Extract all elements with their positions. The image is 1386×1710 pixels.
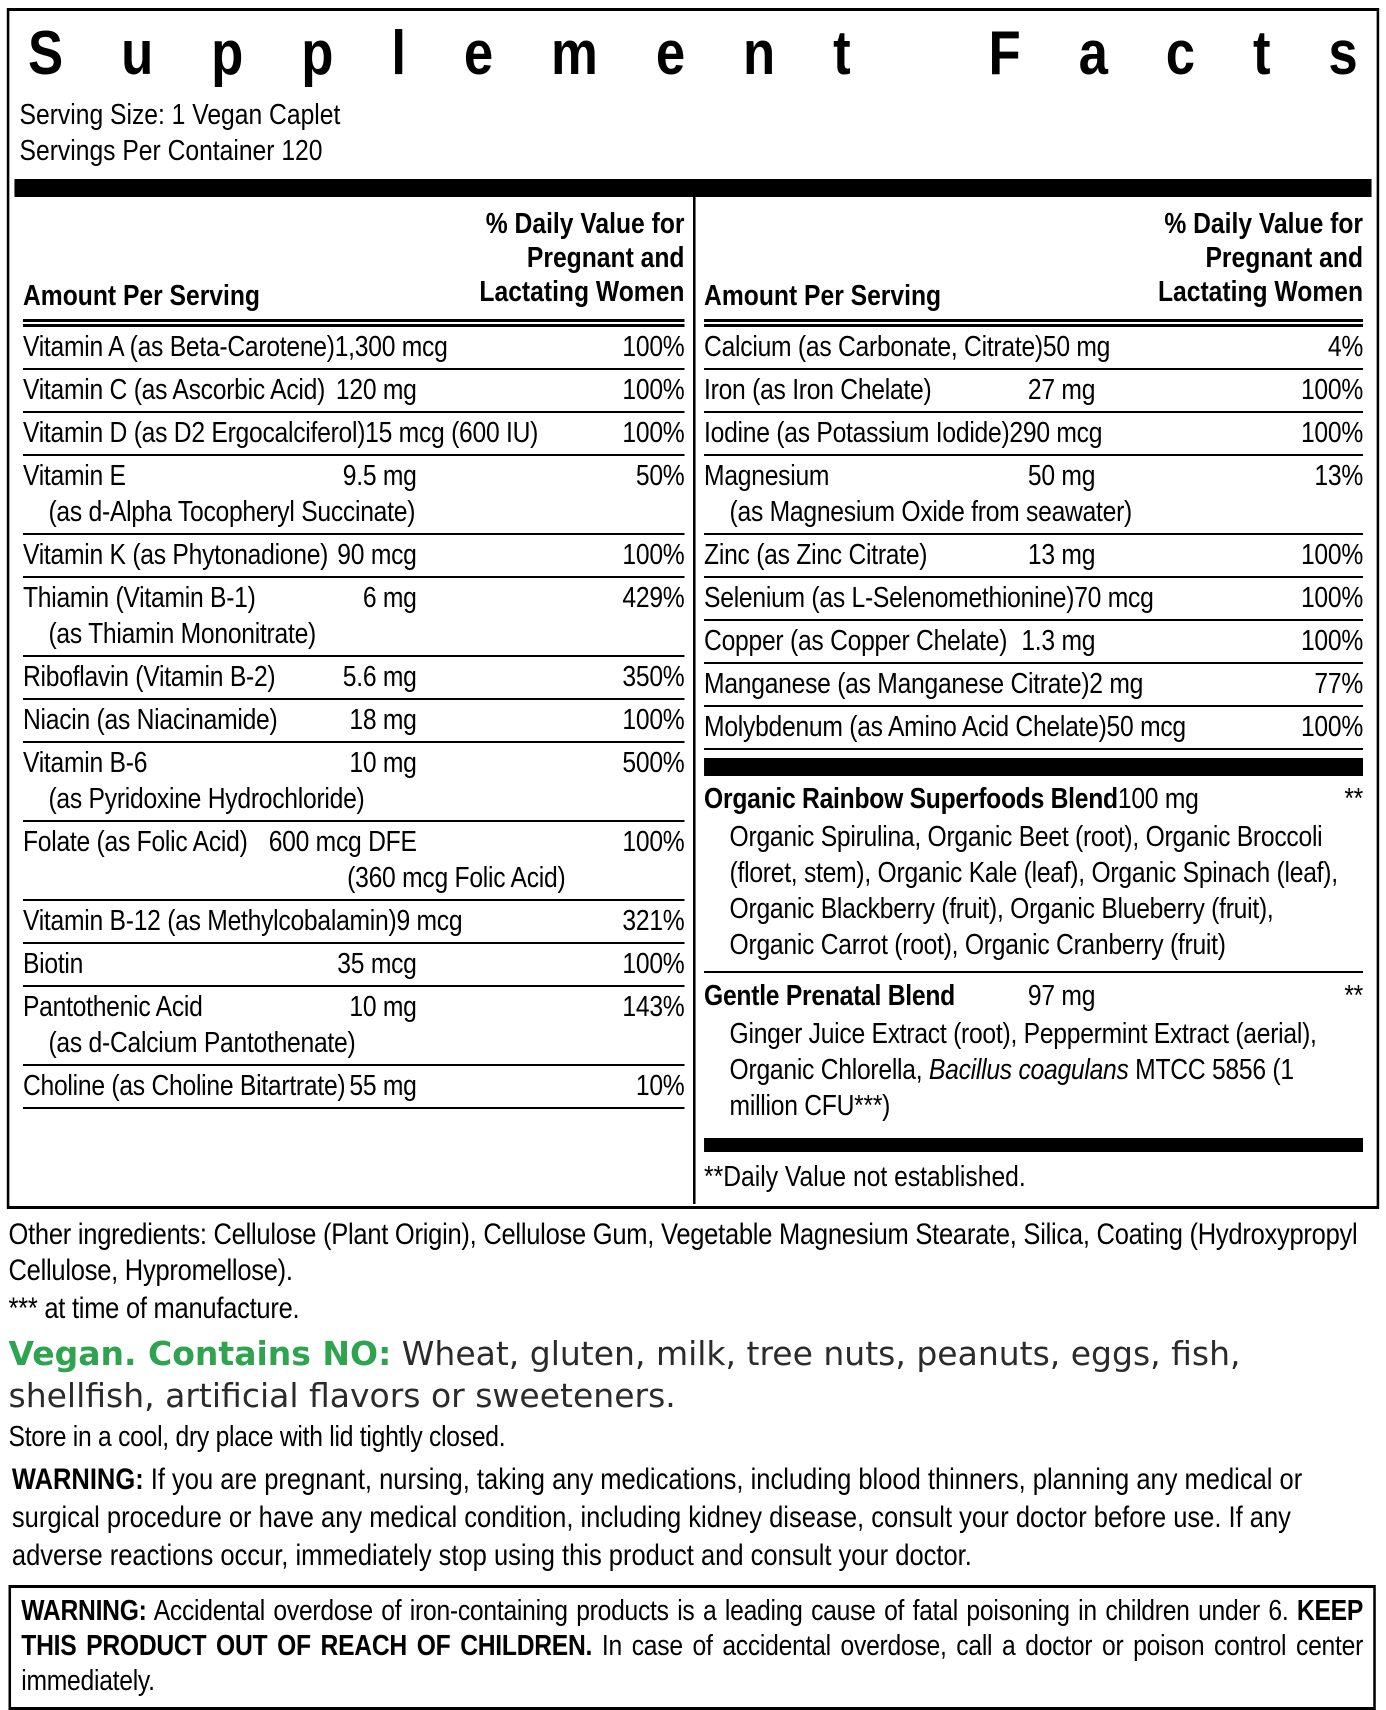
nutrient-amount: 5.6 mg (342, 661, 417, 693)
nutrient-amount: 35 mcg (337, 948, 417, 980)
nutrient-name-sub: (as Pyridoxine Hydrochloride) (48, 783, 365, 815)
nutrient-row (23, 901, 685, 944)
title-letter: t (833, 19, 851, 88)
nutrient-amount: 1.3 mg (1021, 625, 1096, 657)
nutrient-daily-value: 143% (622, 991, 685, 1023)
nutrient-daily-value: 4% (1327, 331, 1364, 363)
nutrient-name: Niacin (as Niacinamide) (22, 704, 278, 736)
nutrient-daily-value: 100% (622, 826, 685, 858)
dv-heading-line1: % Daily Value for (485, 208, 685, 240)
title-letter: S (28, 19, 64, 88)
nutrient-row-line (23, 703, 685, 737)
nutrient-amount: 55 mg (349, 1070, 417, 1102)
servings-per-container: Servings Per Container 120 (19, 135, 323, 167)
nutrient-row-line (23, 581, 685, 615)
nutrient-amount: 50 mcg (1106, 711, 1186, 743)
title-letter: e (655, 19, 686, 88)
nutrient-row (704, 578, 1363, 621)
nutrient-daily-value: 77% (1314, 668, 1364, 700)
amount-per-serving-heading: Amount Per Serving (22, 280, 261, 312)
footnote-bar (704, 1138, 1363, 1152)
serving-info (20, 97, 1377, 169)
nutrient-daily-value: 100% (622, 704, 685, 736)
nutrient-row-line (23, 947, 685, 981)
nutrient-row-line (23, 330, 685, 364)
blend-sections (704, 776, 1363, 1132)
title-letter: p (211, 19, 244, 88)
nutrient-row (23, 822, 685, 901)
nutrient-daily-value: 100% (1300, 417, 1364, 449)
dv-heading-line1: % Daily Value for (1164, 208, 1364, 240)
nutrient-name: Vitamin E (22, 460, 126, 492)
nutrient-row-line (23, 416, 685, 450)
blend-ingredients-text: Organic Spirulina, Organic Beet (root), Organic Broccoli (floret, stem), Organic Kale (leaf), Organic Spinach (leaf), Organic Blackberry (fruit), Organic Blueberry (fruit), Organic Carrot (root), Organic Cranberry (fruit) (729, 821, 1338, 961)
nutrient-daily-value: 100% (1300, 625, 1364, 657)
nutrient-amount: 13 mg (1027, 539, 1096, 571)
nutrient-name: Zinc (as Zinc Citrate) (704, 539, 928, 571)
right-column-header (704, 197, 1363, 327)
left-nutrient-rows (23, 327, 685, 1109)
nutrient-name-sub: (as d-Alpha Tocopheryl Succinate) (48, 496, 416, 528)
iron-overdose-warning-box (9, 1585, 1376, 1710)
warning-text: In case of accidental overdose, call a doctor or poison control center immediately. (21, 1630, 1364, 1697)
nutrient-row-line (704, 416, 1363, 450)
nutrient-amount: 15 mcg (600 IU) (365, 417, 539, 449)
title-letter: c (1165, 19, 1196, 88)
nutrient-row (704, 664, 1363, 707)
nutrient-row-line (704, 373, 1363, 407)
daily-value-footnote: **Daily Value not established. (704, 1161, 1026, 1193)
blend-row-line (704, 782, 1363, 816)
title-letter: s (1328, 19, 1358, 88)
nutrient-name: Iodine (as Potassium Iodide) (704, 417, 1010, 449)
nutrient-row (704, 535, 1363, 578)
nutrient-daily-value: 100% (1300, 711, 1364, 743)
title-letter: n (743, 19, 776, 88)
blend-daily-value: ** (1344, 783, 1364, 815)
manufacture-note: *** at time of manufacture. (8, 1292, 300, 1325)
nutrient-name-sub: (as Thiamin Mononitrate) (48, 618, 316, 650)
nutrient-name: Iron (as Iron Chelate) (704, 374, 932, 406)
nutrient-row-line (23, 746, 685, 780)
nutrient-row-line (23, 990, 685, 1024)
nutrient-daily-value: 100% (1300, 539, 1364, 571)
nutrient-row-line (704, 459, 1363, 493)
nutrient-name: Magnesium (704, 460, 830, 492)
nutrient-daily-value: 100% (1300, 582, 1364, 614)
nutrient-row (704, 370, 1363, 413)
title-letter: t (1252, 19, 1271, 88)
nutrient-row-line (23, 660, 685, 694)
supplement-label (0, 8, 1386, 1710)
nutrient-row-line (704, 624, 1363, 658)
nutrient-name: Folate (as Folic Acid) (22, 826, 248, 858)
nutrient-amount: 1,300 mcg (334, 331, 448, 363)
nutrient-name: Calcium (as Carbonate, Citrate) (704, 331, 1043, 363)
nutrient-name: Copper (as Copper Chelate) (704, 625, 1008, 657)
nutrient-row-line (704, 330, 1363, 364)
nutrient-row (704, 456, 1363, 535)
nutrient-name: Vitamin C (as Ascorbic Acid) (22, 374, 326, 406)
nutrient-row (23, 1066, 685, 1109)
nutrient-amount: 10 mg (349, 747, 417, 779)
nutrient-row (23, 987, 685, 1066)
nutrient-name: Vitamin D (as D2 Ergocalciferol) (22, 417, 366, 449)
nutrient-row (23, 456, 685, 535)
vegan-text: Wheat, gluten, milk, tree nuts, peanuts, eggs, fish, shellfish, artificial flavors or sweeteners. (8, 1334, 1241, 1415)
warning-label: WARNING: (11, 1463, 144, 1496)
nutrient-amount: 120 mg (335, 374, 417, 406)
warning-bold-text: KEEP THIS PRODUCT OUT OF REACH OF CHILDREN. (21, 1595, 1364, 1662)
nutrient-row (23, 370, 685, 413)
nutrient-columns (14, 197, 1371, 1204)
nutrient-row (23, 700, 685, 743)
dv-heading-line3: Lactating Women (479, 276, 685, 308)
nutrient-row (23, 657, 685, 700)
nutrient-row-line (23, 538, 685, 572)
nutrient-name: Choline (as Choline Bitartrate) (22, 1070, 346, 1102)
nutrient-row-line (704, 581, 1363, 615)
nutrient-row-line (23, 904, 685, 938)
nutrient-amount: 27 mg (1027, 374, 1096, 406)
title-letter: p (301, 19, 334, 88)
nutrient-row-line (23, 459, 685, 493)
nutrient-name: Riboflavin (Vitamin B-2) (22, 661, 276, 693)
blend-amount: 100 mg (1117, 783, 1199, 815)
nutrient-row-line (23, 825, 685, 859)
blend-ingredients-text: Ginger Juice Extract (root), Peppermint Extract (aerial), Organic Chlorella, (729, 1018, 1317, 1086)
storage-instructions: Store in a cool, dry place with lid tightly closed. (8, 1421, 506, 1453)
nutrient-daily-value: 100% (622, 417, 685, 449)
right-column (693, 197, 1372, 1204)
nutrient-row (23, 535, 685, 578)
nutrient-name: Vitamin K (as Phytonadione) (22, 539, 329, 571)
nutrient-daily-value: 10% (635, 1070, 685, 1102)
nutrient-row (23, 327, 685, 370)
nutrient-daily-value: 100% (622, 948, 685, 980)
dv-heading-line2: Pregnant and (526, 242, 685, 274)
left-column (14, 197, 693, 1204)
blend-ingredients-text: MTCC 5856 (1 million CFU***) (729, 1054, 1294, 1122)
nutrient-amount: 90 mcg (337, 539, 417, 571)
nutrient-name: Pantothenic Acid (22, 991, 203, 1023)
blend-section (704, 776, 1363, 973)
title-letter: l (391, 19, 406, 88)
warning-text: If you are pregnant, nursing, taking any medications, including blood thinners, planning any medical or surgical procedure or have any medical condition, including kidney disease, consult your doctor before use. If any adverse reactions occur, immediately stop using this product and consult your doctor. (11, 1463, 1303, 1572)
nutrient-amount: 600 mcg DFE (268, 826, 417, 858)
nutrient-row-line (23, 373, 685, 407)
blend-ingredients (704, 1016, 1363, 1124)
nutrient-row (23, 743, 685, 822)
dv-heading-line2: Pregnant and (1205, 242, 1364, 274)
page-title (9, 11, 1376, 87)
warning-label: WARNING: (21, 1595, 147, 1627)
nutrient-amount: 9 mcg (396, 905, 463, 937)
vegan-statement (9, 1333, 1369, 1417)
vegan-prefix: Vegan. Contains NO: (8, 1334, 392, 1373)
nutrient-row (23, 413, 685, 456)
title-letter: F (988, 19, 1021, 88)
nutrient-daily-value: 350% (622, 661, 685, 693)
dv-heading-line3: Lactating Women (1157, 276, 1364, 308)
nutrient-amount: 18 mg (349, 704, 417, 736)
nutrient-row (23, 944, 685, 987)
nutrient-amount: 10 mg (349, 991, 417, 1023)
amount-per-serving-heading: Amount Per Serving (704, 280, 942, 312)
nutrient-row-line (704, 538, 1363, 572)
left-column-header (23, 197, 685, 327)
nutrient-row (704, 707, 1363, 750)
nutrient-daily-value: 500% (622, 747, 685, 779)
nutrient-row (704, 327, 1363, 370)
header-divider-bar (14, 179, 1371, 197)
blend-ingredients-italic: Bacillus coagulans (928, 1054, 1129, 1086)
blend-section-bar (704, 758, 1363, 776)
nutrient-row (704, 621, 1363, 664)
nutrient-daily-value: 100% (622, 539, 685, 571)
nutrient-amount: 6 mg (362, 582, 417, 614)
nutrient-name: Vitamin B-6 (22, 747, 148, 779)
nutrient-name: Thiamin (Vitamin B-1) (22, 582, 256, 614)
facts-panel (7, 8, 1379, 1209)
nutrient-daily-value: 429% (622, 582, 685, 614)
nutrient-row-line (704, 667, 1363, 701)
nutrient-daily-value: 100% (1300, 374, 1364, 406)
label-footer (9, 1217, 1378, 1710)
nutrient-name: Selenium (as L-Selenomethionine) (704, 582, 1075, 614)
right-nutrient-rows (704, 327, 1363, 750)
title-letter: m (551, 19, 598, 88)
nutrient-amount: 50 mg (1042, 331, 1111, 363)
nutrient-daily-value: 50% (635, 460, 685, 492)
nutrient-amount: 290 mcg (1009, 417, 1103, 449)
nutrient-name: Manganese (as Manganese Citrate) (704, 668, 1090, 700)
blend-section (704, 973, 1363, 1132)
nutrient-row-line (23, 1069, 685, 1103)
title-letter: e (463, 19, 494, 88)
nutrient-name-sub: (as d-Calcium Pantothenate) (48, 1027, 356, 1059)
nutrient-amount: 9.5 mg (342, 460, 417, 492)
warning-text: Accidental overdose of iron-containing products is a leading cause of fatal poisoning in children under 6. (146, 1595, 1297, 1627)
other-ingredients: Other ingredients: Cellulose (Plant Origin), Cellulose Gum, Vegetable Magnesium Stearate, Silica, Coating (Hydroxypropyl Cellulose, Hypromellose). (8, 1218, 1358, 1287)
nutrient-row-line (704, 710, 1363, 744)
nutrient-name: Molybdenum (as Amino Acid Chelate) (704, 711, 1107, 743)
nutrient-amount: 70 mcg (1074, 582, 1154, 614)
nutrient-amount-sub: (360 mcg Folic Acid) (347, 862, 566, 894)
nutrient-daily-value: 100% (622, 331, 685, 363)
nutrient-name-sub: (as Magnesium Oxide from seawater) (729, 496, 1133, 528)
blend-row-line (704, 979, 1363, 1013)
blend-name: Organic Rainbow Superfoods Blend (704, 783, 1118, 815)
nutrient-name: Vitamin A (as Beta-Carotene) (22, 331, 335, 363)
blend-amount: 97 mg (1027, 980, 1096, 1012)
blend-ingredients (704, 819, 1363, 963)
nutrient-row (23, 578, 685, 657)
nutrient-name: Vitamin B-12 (as Methylcobalamin) (22, 905, 397, 937)
title-letter: u (121, 19, 154, 88)
nutrient-daily-value: 321% (622, 905, 685, 937)
nutrient-amount: 2 mg (1089, 668, 1144, 700)
title-letter: a (1078, 19, 1108, 88)
nutrient-name: Biotin (22, 948, 84, 980)
nutrient-row (704, 413, 1363, 456)
nutrient-daily-value: 100% (622, 374, 685, 406)
blend-daily-value: ** (1344, 980, 1364, 1012)
blend-name: Gentle Prenatal Blend (704, 980, 955, 1012)
nutrient-daily-value: 13% (1314, 460, 1364, 492)
nutrient-amount: 50 mg (1027, 460, 1096, 492)
pregnancy-warning (12, 1461, 1378, 1575)
serving-size: Serving Size: 1 Vegan Caplet (19, 99, 341, 131)
